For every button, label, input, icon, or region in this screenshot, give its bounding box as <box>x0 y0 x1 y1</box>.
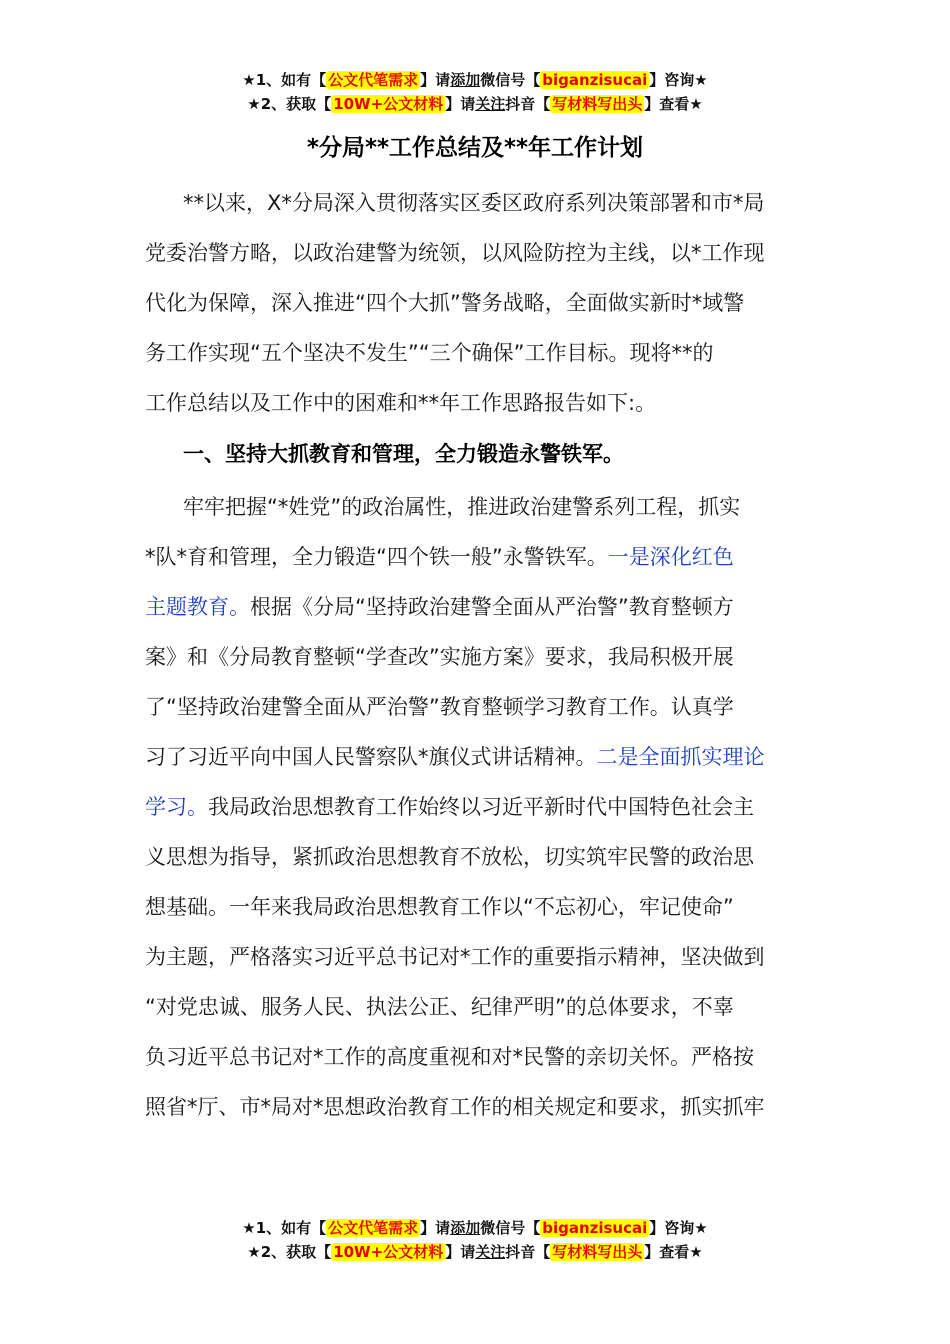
promo-banner-bottom <box>0 1216 950 1264</box>
paragraph-line: 案》和《分局教育整顿“学查改”实施方案》要求，我局积极开展 <box>145 645 734 669</box>
promo-text: 】请 <box>420 71 451 89</box>
paragraph-line: **以来，X*分局深入贯彻落实区委区政府系列决策部署和市*局 <box>183 191 765 215</box>
promo-douyin-id: 写材料写出头 <box>552 95 643 113</box>
promo-text: 】咨询★ <box>649 1219 708 1237</box>
paragraph-line: 负习近平总书记对*工作的高度重视和对*民警的亲切关怀。严格按 <box>145 1045 754 1069</box>
promo-text: 抖音【 <box>505 1243 551 1261</box>
promo-highlight: 10W+公文材料 <box>333 95 444 113</box>
promo-underline: 关注 <box>475 95 506 113</box>
paragraph-line: 义思想为指导，紧抓政治思想教育不放松，切实筑牢民警的政治思 <box>145 845 754 869</box>
paragraph-line: 工作总结以及工作中的困难和**年工作思路报告如下:。 <box>145 391 657 415</box>
promo-text: 】请 <box>420 1219 451 1237</box>
promo-wechat-id: biganzisucai <box>542 1219 648 1237</box>
promo-wechat-id: biganzisucai <box>542 71 648 89</box>
promo-text: 】请 <box>445 1243 476 1261</box>
paragraph-line: 照省*厅、市*局对*思想政治教育工作的相关规定和要求，抓实抓牢 <box>145 1095 765 1119</box>
key-point-1-cont: 主题教育。 <box>145 595 250 619</box>
promo-line-2 <box>0 92 950 116</box>
section-heading-1: 一、坚持大抓教育和管理，全力锻造永警铁军。 <box>183 442 624 466</box>
promo-text: 抖音【 <box>505 95 551 113</box>
promo-text: ★2、获取【 <box>247 95 332 113</box>
paragraph-line: 牢牢把握“*姓党”的政治属性，推进政治建警系列工程，抓实 <box>183 495 741 519</box>
paragraph-text: *队*育和管理，全力锻造“四个铁一般”永警铁军。 <box>145 545 608 569</box>
key-point-2-cont: 学习。 <box>145 795 208 819</box>
paragraph-text: 我局政治思想教育工作始终以习近平新时代中国特色社会主 <box>208 795 754 819</box>
paragraph-line: 想基础。一年来我局政治思想教育工作以“不忘初心，牢记使命” <box>145 895 734 919</box>
key-point-1: 一是深化红色 <box>607 545 734 569</box>
paragraph-line: 了“坚持政治建警全面从严治警”教育整顿学习教育工作。认真学 <box>145 695 734 719</box>
promo-text: 】查看★ <box>644 95 703 113</box>
section-1-paragraph <box>145 482 805 1132</box>
paragraph-line <box>145 582 805 632</box>
promo-underline: 添加 <box>450 71 481 89</box>
promo-text: 】请 <box>445 95 476 113</box>
promo-douyin-id: 写材料写出头 <box>552 1243 643 1261</box>
paragraph-line: 务工作实现“五个坚决不发生”“三个确保”工作目标。现将**的 <box>145 341 714 365</box>
paragraph-text: 根据《分局“坚持政治建警全面从严治警”教育整顿方 <box>250 595 734 619</box>
promo-text: ★2、获取【 <box>247 1243 332 1261</box>
promo-text: ★1、如有【 <box>242 1219 327 1237</box>
paragraph-line: 代化为保障，深入推进“四个大抓”警务战略，全面做实新时*域警 <box>145 291 745 315</box>
paragraph-line <box>145 532 805 582</box>
promo-text: 微信号【 <box>480 1219 541 1237</box>
promo-text: ★1、如有【 <box>242 71 327 89</box>
paragraph-line: 党委治警方略，以政治建警为统领，以风险防控为主线，以*工作现 <box>145 241 765 265</box>
paragraph-line: 为主题，严格落实习近平总书记对*工作的重要指示精神，坚决做到 <box>145 945 765 969</box>
promo-highlight: 公文代笔需求 <box>328 71 419 89</box>
paragraph-line: “对党忠诚、服务人民、执法公正、纪律严明”的总体要求，不辜 <box>145 995 734 1019</box>
promo-text: 】查看★ <box>644 1243 703 1261</box>
promo-underline: 添加 <box>450 1219 481 1237</box>
paragraph-line <box>145 782 805 832</box>
promo-highlight: 公文代笔需求 <box>328 1219 419 1237</box>
promo-line-1 <box>0 68 950 92</box>
promo-text: 微信号【 <box>480 71 541 89</box>
document-title: *分局**工作总结及**年工作计划 <box>306 135 644 161</box>
promo-text: 】咨询★ <box>649 71 708 89</box>
promo-line-1 <box>0 1216 950 1240</box>
intro-paragraph <box>145 178 805 428</box>
promo-banner-top <box>0 68 950 116</box>
paragraph-text: 习了习近平向中国人民警察队*旗仪式讲话精神。 <box>145 745 597 769</box>
promo-highlight: 10W+公文材料 <box>333 1243 444 1261</box>
paragraph-line <box>145 732 805 782</box>
promo-underline: 关注 <box>475 1243 506 1261</box>
promo-line-2 <box>0 1240 950 1264</box>
key-point-2: 二是全面抓实理论 <box>596 745 765 769</box>
